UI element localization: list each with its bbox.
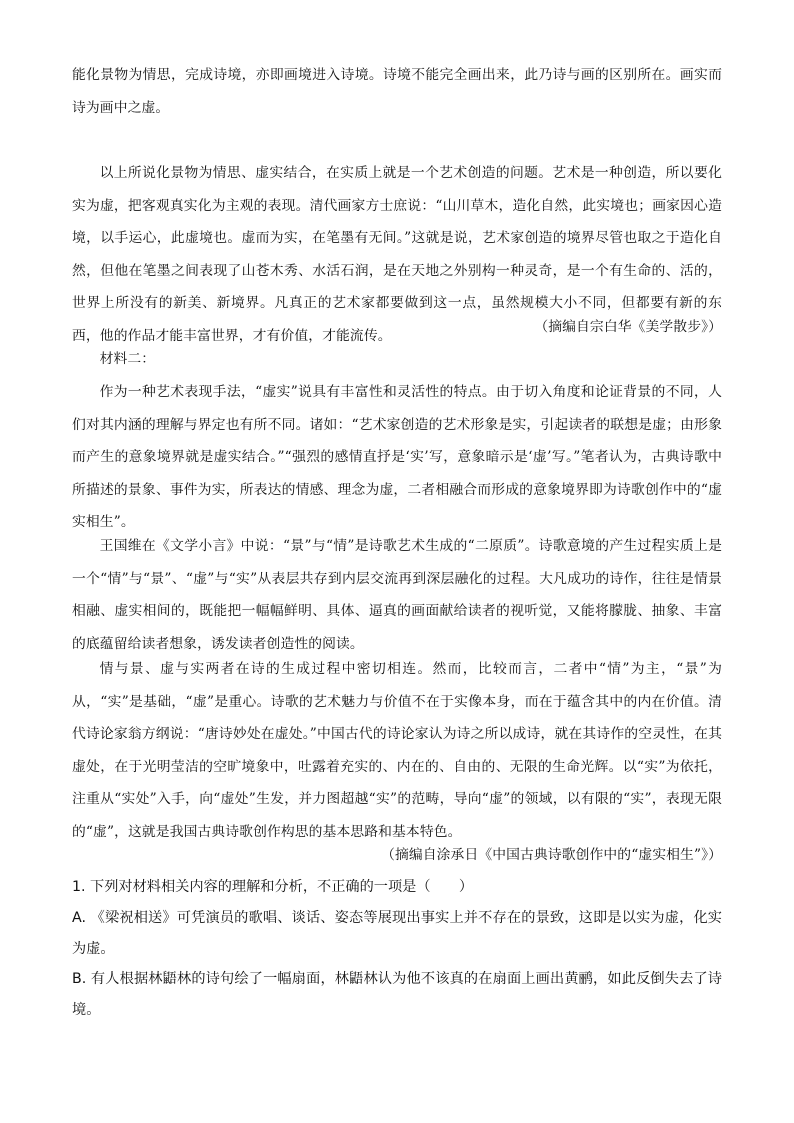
paragraph-continuation: 能化景物为情思，完成诗境，亦即画境进入诗境。诗境不能完全画出来，此乃诗与画的区别所在。画实而诗为画中之虚。 — [72, 67, 722, 116]
question-stem: 1. 下列对材料相关内容的理解和分析，不正确的一项是（ ） — [72, 879, 474, 895]
option-a: A. 《梁祝相送》可凭演员的歌唱、谈话、姿态等展现出事实上并不存在的景致，这即是以实为虚，化实为虚。 — [72, 910, 722, 957]
paragraph-art-creation: 以上所说化景物为情思、虚实结合，在实质上就是一个艺术创造的问题。艺术是一种创造，所以要化实为虚，把客观真实化为主观的表现。清代画家方士庶说：“山川草木，造化自然，此实境也；画家因心造境，以手运心，此虚境也。虚而为实，在笔墨有无间。”这就是说，艺术家创造的境界尽管也取之于造化自然，但他在笔墨之间表现了山苍木秀、水活石润，是在天地之外别构一种灵奇，是一个有生命的、活的，世界上所没有的新美、新境界。凡真正的艺术家都要做到这一点，虽然规模大小不同，但都要有新的东西，他的作品才能丰富世界，才有价值，才能流传。 — [72, 165, 722, 344]
source-citation-1: （摘编自宗白华《美学散步》） — [534, 319, 722, 335]
source-citation-2: （摘编自涂承日《中国古典诗歌创作中的“虚实相生”》） — [381, 847, 722, 863]
paragraph-emotion-scene: 情与景、虚与实两者在诗的生成过程中密切相连。然而，比较而言，二者中“情”为主，“景”为从，“实”是基础，“虚”是重心。诗歌的艺术魅力与价值不在于实像本身，而在于蕴含其中的内在价值。清代诗论家翁方纲说：“唐诗妙处在虚处。”中国古代的诗论家认为诗之所以成诗，就在其诗作的空灵性，在其虚处，在于光明莹洁的空旷境象中，吐露着充实的、内在的、自由的、无限的生命光辉。以“实”为依托，注重从“实处”入手，向“虚处”生发，并力图超越“实”的范畴，导向“虚”的领域，以有限的“实”，表现无限的“虚”，这就是我国古典诗歌创作构思的基本思路和基本特色。 — [72, 661, 722, 840]
option-b: B. 有人根据林鼯林的诗句绘了一幅扇面，林鼯林认为他不该真的在扇面上画出黄鹂，如此反倒失去了诗境。 — [72, 971, 722, 1018]
paragraph-xushi-definition: 作为一种艺术表现手法，“虚实”说具有丰富性和灵活性的特点。由于切入角度和论证背景的不同，人们对其内涵的理解与界定也有所不同。诸如：“艺术家创造的艺术形象是实，引起读者的联想是虚；由形象而产生的意象境界就是虚实结合。”“强烈的感情直抒是‘实’写，意象暗示是‘虚’写。”笔者认为，古典诗歌中所描述的景象、事件为实，所表达的情感、理念为虚，二者相融合而形成的意象境界即为诗歌创作中的“虚实相生”。 — [72, 384, 722, 531]
material-two-label: 材料二： — [99, 351, 156, 367]
paragraph-wang-guowei: 王国维在《文学小言》中说：“景”与“情”是诗歌艺术生成的“二原质”。诗歌意境的产生过程实质上是一个“情”与“景”、“虚”与“实”从表层共存到内层交流再到深层融化的过程。大凡成功的诗作，往往是情景相融、虚实相间的，既能把一幅幅鲜明、具体、逼真的画面献给读者的视听觉，又能将朦胧、抽象、丰富的底蕴留给读者想象，诱发读者创造性的阅读。 — [72, 538, 722, 652]
